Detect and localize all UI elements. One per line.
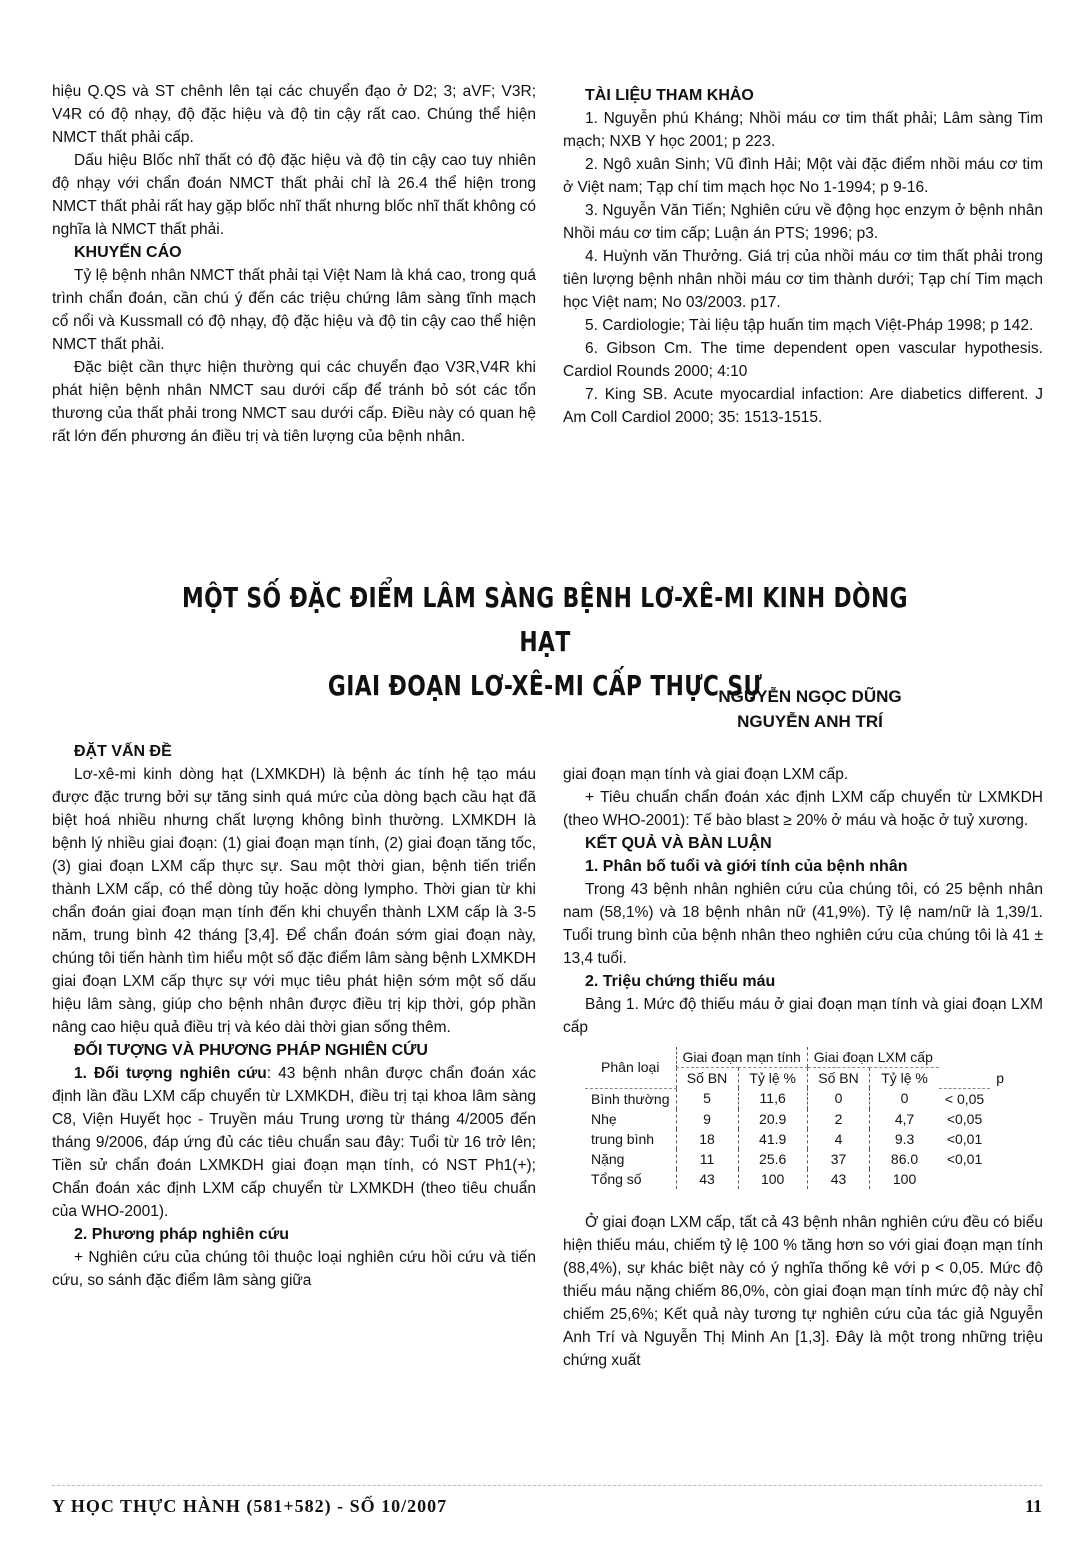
table-cell: 2 [807, 1109, 869, 1129]
table-header-pct: Tỷ lệ % [738, 1068, 807, 1089]
table-cell: Bình thường [591, 1090, 670, 1107]
paragraph: Ở giai đoạn LXM cấp, tất cả 43 bệnh nhân nghiên cứu đều có biểu hiện thiếu máu, chiếm tỷ lệ 100 % tăng hơn so với giai đoạn mạn tính (88,4%), sự khác biệt này có ý nghĩa thống kê với p < 0,05. Mức độ thiếu máu nặng chiếm 86,0%, còn giai đoạn mạn tính mức độ này chỉ chiếm 25,6%; Kết quả này tương tự nghiên cứu của tác giả Nguyễn Anh Trí và Nguyễn Thị Minh An [1,3]. Đây là một trong những triệu chứng xuất [563, 1213, 1043, 1369]
table-cell: 0 [807, 1088, 869, 1109]
table-cell: 4 [807, 1129, 869, 1149]
table-header-class: Phân loại [585, 1047, 676, 1088]
page-number: 11 [1024, 1496, 1042, 1516]
paragraph: + Nghiên cứu của chúng tôi thuộc loại nghiên cứu hồi cứu và tiến cứu, so sánh đặc điểm lâm sàng giữa [52, 1249, 536, 1289]
table-cell: 37 [807, 1149, 869, 1169]
bottom-left-column [52, 740, 536, 1292]
table-cell: <0,01 [946, 1150, 983, 1167]
table-cell: Tổng số [591, 1170, 642, 1187]
subsection-heading: 1. Phân bố tuổi và giới tính của bệnh nhân [585, 858, 908, 875]
reference-item: 2. Ngô xuân Sinh; Vũ đình Hải; Một vài đặc điểm nhồi máu cơ tim ở Việt nam; Tạp chí tim mạch học No 1-1994; p 9-16. [563, 156, 1043, 196]
author-name: NGUYỄN ANH TRÍ [737, 712, 883, 731]
paragraph: + Tiêu chuẩn chẩn đoán xác định LXM cấp chuyển từ LXMKDH (theo WHO-2001): Tế bào blast ≥ 20% ở máu và hoặc ở tuỷ xương. [563, 789, 1043, 829]
table-cell: <0,05 [946, 1110, 983, 1127]
subsection-heading: 2. Phương pháp nghiên cứu [74, 1226, 289, 1243]
table-cell: 20.9 [738, 1109, 807, 1129]
table-caption: Bảng 1. Mức độ thiếu máu ở giai đoạn mạn tính và giai đoạn LXM cấp [563, 996, 1043, 1036]
table-header-n: Số BN [807, 1068, 869, 1089]
table-cell: 43 [676, 1169, 738, 1189]
table-cell: 4,7 [870, 1109, 939, 1129]
title-line: GIAI ĐOẠN LƠ-XÊ-MI CẤP THỰC SỰ [327, 669, 763, 702]
table-cell: 9 [676, 1109, 738, 1129]
table-cell: 18 [676, 1129, 738, 1149]
table-cell: 86.0 [870, 1149, 939, 1169]
table-row [585, 1129, 1010, 1149]
table-cell: 11 [676, 1149, 738, 1169]
reference-item: 6. Gibson Cm. The time dependent open vascular hypothesis. Cardiol Rounds 2000; 4:10 [563, 340, 1043, 380]
table-cell: 100 [738, 1169, 807, 1189]
bottom-right-column [563, 763, 1043, 1372]
table-cell: 5 [676, 1088, 738, 1109]
author-name: NGUYỄN NGỌC DŨNG [718, 687, 902, 706]
paragraph: Trong 43 bệnh nhân nghiên cứu của chúng tôi, có 25 bệnh nhân nam (58,1%) và 18 bệnh nhân nữ (41,9%). Tỷ lệ nam/nữ là 1,39/1. Tuổi trung bình của bệnh nhân theo nghiên cứu của chúng tôi là 41 ± 13,4 tuổi. [563, 881, 1043, 967]
table-cell: Nặng [591, 1150, 625, 1167]
table-row [585, 1088, 1010, 1109]
table-cell: 41.9 [738, 1129, 807, 1149]
table-row [585, 1149, 1010, 1169]
section-heading: ĐẶT VẤN ĐỀ [74, 743, 172, 760]
anemia-table [585, 1047, 1010, 1189]
references-column [563, 84, 1043, 429]
table-row [585, 1169, 1010, 1189]
table-cell: < 0,05 [944, 1090, 985, 1107]
section-heading: KẾT QUẢ VÀ BÀN LUẬN [585, 835, 772, 852]
reference-item: 7. King SB. Acute myocardial infaction: Are diabetics different. J Am Coll Cardiol 2000; 35: 1513-1515. [563, 386, 1043, 426]
subsection-heading: 2. Triệu chứng thiếu máu [585, 973, 776, 990]
table-header-n: Số BN [676, 1068, 738, 1089]
table-cell: 100 [870, 1169, 939, 1189]
table-cell: <0,01 [946, 1130, 983, 1147]
table-cell [939, 1169, 990, 1189]
paragraph: Tỷ lệ bệnh nhân NMCT thất phải tại Việt Nam là khá cao, trong quá trình chẩn đoán, cần chú ý đến các triệu chứng lâm sàng tĩnh mạch cổ nổi và Kussmall có độ nhạy, độ đặc hiệu và độ tin cậy cao thể hiện NMCT thất phải. [52, 267, 536, 353]
reference-item: 3. Nguyễn Văn Tiến; Nghiên cứu về động học enzym ở bệnh nhân Nhồi máu cơ tim cấp; Luận án PTS; 1996; p3. [563, 202, 1043, 242]
authors [660, 684, 960, 734]
reference-item: 5. Cardiologie; Tài liệu tập huấn tim mạch Việt-Pháp 1998; p 142. [585, 317, 1034, 334]
table-cell: 0 [870, 1088, 939, 1109]
table-cell: 43 [807, 1169, 869, 1189]
table-row [585, 1109, 1010, 1129]
references-heading: TÀI LIỆU THAM KHẢO [585, 87, 754, 104]
table-header-group: Giai đoạn LXM cấp [807, 1047, 939, 1068]
table-cell: 9.3 [870, 1129, 939, 1149]
table-header-p: p [996, 1069, 1004, 1086]
table-header-p [939, 1047, 990, 1088]
table-cell: trung bình [591, 1130, 655, 1147]
reference-item: 4. Huỳnh văn Thưởng. Giá trị của nhồi máu cơ tim thất phải trong tiên lượng bệnh nhân nhồi máu cơ tim thành dưới; Tạp chí Tim mạch học Việt nam; No 03/2003. p17. [563, 248, 1043, 311]
paragraph-text: : 43 bệnh nhân được chẩn đoán xác định lần đầu LXM cấp chuyển từ LXMKDH, điều trị tại khoa lâm sàng C8, Viện Huyết học - Truyền máu Trung ương từ tháng 4/2005 đến tháng 9/2006, đáp ứng đủ các tiêu chuẩn sau đây: Tuổi từ 16 trở lên; Tiền sử chẩn đoán LXMKDH giai đoạn mạn tính, có NST Ph1(+); Chẩn đoán xác định LXM cấp chuyển từ LXMKDH (theo tiêu chuẩn của WHO-2001). [52, 1065, 536, 1220]
paragraph [52, 1062, 536, 1223]
paragraph: Dấu hiệu Blốc nhĩ thất có độ đặc hiệu và độ tin cậy cao tuy nhiên độ nhạy với chẩn đoán NMCT thất phải chỉ là 26.4 thể hiện trong NMCT thất phải rất hay gặp blốc nhĩ thất nhưng blốc nhĩ thất không có nghĩa là NMCT thất phải. [52, 152, 537, 238]
paragraph: Đặc biệt cần thực hiện thường qui các chuyển đạo V3R,V4R khi phát hiện bệnh nhân NMCT sau dưới cấp để tránh bỏ sót các tổn thương của thất phải trong NMCT sau dưới cấp. Điều này có quan hệ rất lớn đến phương án điều trị và tiên lượng của bệnh nhân. [52, 359, 536, 445]
section-heading: KHUYẾN CÁO [74, 244, 182, 261]
title-line: MỘT SỐ ĐẶC ĐIỂM LÂM SÀNG BỆNH LƠ-XÊ-MI KINH DÒNG HẠT [182, 581, 908, 658]
table-cell: Nhẹ [591, 1110, 617, 1127]
footer-divider [52, 1485, 1042, 1486]
journal-footer: Y HỌC THỰC HÀNH (581+582) - SỐ 10/2007 [52, 1496, 448, 1516]
subsection-label: 1. Đối tượng nghiên cứu [74, 1065, 267, 1082]
table-cell: 11,6 [738, 1088, 807, 1109]
table-header-group: Giai đoạn mạn tính [676, 1047, 807, 1068]
section-heading: ĐỐI TƯỢNG VÀ PHƯƠNG PHÁP NGHIÊN CỨU [74, 1042, 428, 1059]
table-header-pct: Tỷ lệ % [870, 1068, 939, 1089]
paragraph: giai đoạn mạn tính và giai đoạn LXM cấp. [563, 766, 849, 783]
paragraph: Lơ-xê-mi kinh dòng hạt (LXMKDH) là bệnh ác tính hệ tạo máu được đặc trưng bởi sự tăng sinh quá mức của dòng bạch cầu hạt đã biệt hoá nhiều nhưng chất lượng không bình thường. LXMKDH là bệnh lý nhiều giai đoạn: (1) giai đoạn mạn tính, (2) giai đoạn tăng tốc, (3) giai đoạn LXM cấp thực sự. Sau một thời gian, bệnh tiến triển thành LXM cấp, có thể dòng tủy hoặc dòng lympho. Thời gian từ khi chẩn đoán giai đoạn mạn tính đến khi chuyển thành LXM cấp là 3-5 năm, trung bình 42 tháng [3,4]. Để chẩn đoán sớm giai đoạn này, chúng tôi tiến hành tìm hiểu một số đặc điểm lâm sàng bệnh LXMKDH giai đoạn LXM cấp thực sự với mục tiêu phát hiện sớm một số dấu hiệu lâm sàng, giúp cho bệnh nhân được điều trị kịp thời, góp phần nâng cao hiệu quả điều trị và kéo dài thời gian sống thêm. [52, 766, 536, 1036]
reference-item: 1. Nguyễn phú Kháng; Nhồi máu cơ tim thất phải; Lâm sàng Tim mạch; NXB Y học 2001; p 223. [563, 110, 1043, 150]
paragraph: hiệu Q.QS và ST chênh lên tại các chuyển đạo ở D2; 3; aVF; V3R; V4R có độ nhạy, độ đặc hiệu và độ tin cậy rất cao. Chúng thể hiện NMCT thất phải cấp. [52, 83, 536, 146]
table-cell: 25.6 [738, 1149, 807, 1169]
top-left-column [52, 80, 536, 448]
